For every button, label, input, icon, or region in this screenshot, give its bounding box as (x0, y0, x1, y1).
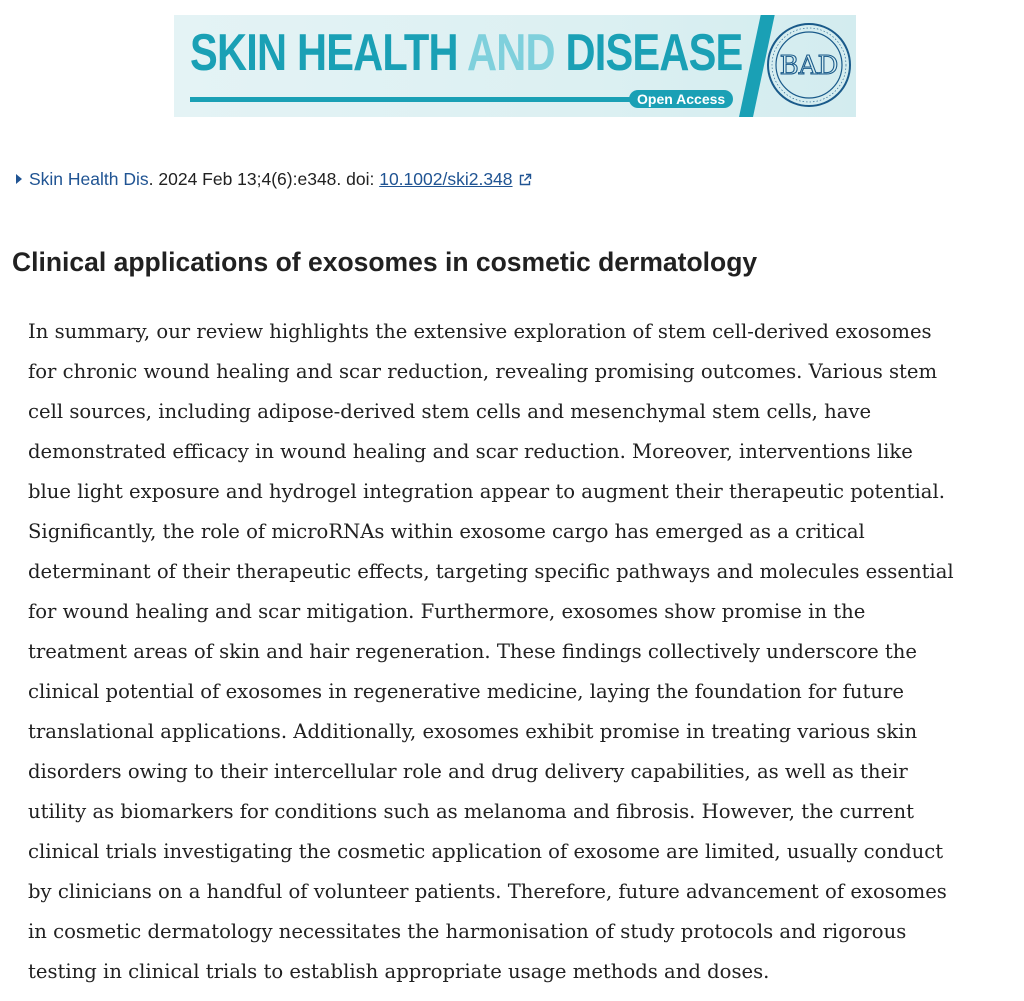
paragraph-line: testing in clinical trials to establish appropriate usage methods and doses. (28, 960, 770, 983)
paragraph-line: clinical trials investigating the cosmetic application of exosome are limited, usually conduct (28, 840, 944, 863)
paragraph-line: in cosmetic dermatology necessitates the harmonisation of study protocols and rigorous (28, 920, 907, 943)
journal-banner (174, 15, 856, 117)
external-link-icon[interactable] (518, 173, 532, 187)
doi-link[interactable]: 10.1002/ski2.348 (379, 169, 513, 189)
paragraph-line: for wound healing and scar mitigation. Furthermore, exosomes show promise in the (28, 600, 866, 623)
bad-society-seal-icon (765, 21, 853, 109)
citation-line (16, 166, 532, 192)
paragraph-line: treatment areas of skin and hair regeneration. These findings collectively underscore the (28, 640, 918, 663)
journal-title-disease: DISEASE (565, 24, 743, 82)
article-title: Clinical applications of exosomes in cosmetic dermatology (12, 247, 758, 277)
paragraph-line: In summary, our review highlights the extensive exploration of stem cell-derived exosomes (28, 320, 932, 343)
journal-link[interactable]: Skin Health Dis (29, 169, 149, 189)
paragraph-line: demonstrated efficacy in wound healing and scar reduction. Moreover, interventions like (28, 440, 913, 463)
paragraph-line: Significantly, the role of microRNAs within exosome cargo has emerged as a critical (28, 520, 865, 543)
open-access-badge: Open Access (629, 90, 733, 108)
paragraph-line: cell sources, including adipose-derived stem cells and mesenchymal stem cells, have (28, 400, 872, 423)
banner-rule (190, 97, 630, 102)
journal-title-and: AND (466, 24, 566, 82)
paragraph-line: disorders owing to their intercellular role and drug delivery capabilities, as well as their (28, 760, 908, 783)
paragraph-line: utility as biomarkers for conditions such as melanoma and fibrosis. However, the current (28, 800, 914, 823)
paragraph-line: by clinicians on a handful of volunteer patients. Therefore, future advancement of exosomes (28, 880, 947, 903)
journal-title (190, 21, 743, 85)
paragraph-line: translational applications. Additionally, exosomes exhibit promise in treating various skin (28, 720, 918, 743)
seal-monogram: BAD (779, 51, 839, 81)
paragraph-line: for chronic wound healing and scar reduction, revealing promising outcomes. Various stem (28, 360, 938, 383)
paragraph-line: blue light exposure and hydrogel integration appear to augment their therapeutic potential. (28, 480, 945, 503)
citation-details: . 2024 Feb 13;4(6):e348. doi: (148, 169, 380, 189)
expand-triangle-icon[interactable] (16, 174, 22, 184)
journal-title-skin-health: SKIN HEALTH (190, 24, 467, 82)
paragraph-line: clinical potential of exosomes in regenerative medicine, laying the foundation for future (28, 680, 904, 703)
paragraph-line: determinant of their therapeutic effects, targeting specific pathways and molecules essential (28, 560, 954, 583)
